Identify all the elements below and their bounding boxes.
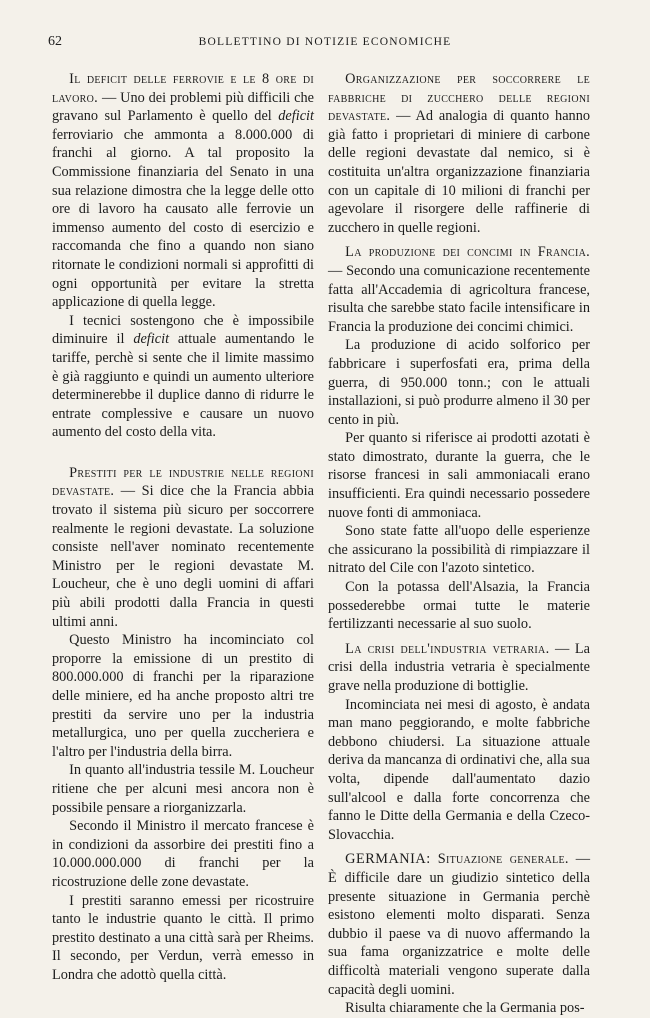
article-prestiti-p5: I prestiti saranno emessi per ricostruire tanto le industrie quanto le città. Il primo prestito destinato a una città sarà per Rheims. Il secondo, per Verdun, verrà emesso in Londra che adottò quella città. (52, 892, 314, 983)
article-germania-country: GERMANIA (345, 851, 427, 868)
article-prestiti-p4: Secondo il Ministro il mercato francese è in condizioni da assorbire dei prestiti fino a 10.000.000.000 di franchi per la ricostruzione delle zone devastate. (52, 818, 314, 890)
article-germania (328, 850, 590, 1017)
article-concimi (328, 243, 590, 633)
article-vetraria-p1 (328, 640, 590, 696)
article-deficit-title: Il deficit delle ferrovie e le 8 ore di lavoro. (52, 71, 314, 106)
emphasis-deficit: deficit (278, 108, 314, 125)
article-deficit-text: I tecnici sostengono che è impossibile diminuire il (52, 312, 314, 348)
article-concimi-p2: La produzione di acido solforico per fabbricare i superfosfati era, prima della guerra, di 950.000 tonn.; con le attuali installazioni, si può produrre almeno il 30 per cento in più. (328, 337, 590, 428)
article-concimi-title: La produzione dei concimi in Francia. (345, 244, 590, 261)
article-germania-text: — È difficile dare un giudizio sintetico della presente situazione in Germania perchè esistono elementi molto disparati. Senza dubbio il paese va di nuovo affermando la sua fama organizzatrice e molte delle difficoltà materiali vengono superate dalla capacità degli uomini. (328, 851, 590, 998)
article-prestiti (52, 464, 314, 985)
article-zucchero (328, 70, 590, 237)
article-vetraria-text: — La crisi della industria vetraria è specialmente grave nella produzione di bottiglie. (328, 640, 590, 694)
article-zucchero-p1 (328, 70, 590, 237)
article-prestiti-text: — Si dice che la Francia abbia trovato il sistema più sicuro per soccorrere realmente le regioni devastate. La soluzione consiste nell'aver nominato recentemente Ministro per le regioni devastate M. Loucheur, che è uno degli uomini di affari più abili prodotti dalla Francia in questi ultimi anni. (52, 483, 314, 630)
article-deficit-text: ferroviario che ammonta a 8.000.000 di franchi al giorno. A tal proposito la Commissione finanziaria del Senato in una sua relazione dimostra che la legge delle otto ore di lavoro ha causato alle ferrovie un immenso aumento del costo di esercizio e raccomanda che fino a quando non siano ritornate le condizioni normali si approfitti di ogni opportunità per evitare la stretta applicazione di quella legge. (52, 126, 314, 311)
page-number: 62 (48, 34, 62, 49)
article-concimi-p4: Sono state fatte all'uopo delle esperienze che assicurano la possibilità di rimpiazzare il nitrato del Cile con l'azoto sintetico. (328, 523, 590, 577)
article-germania-title: : Situazione generale. (426, 851, 569, 868)
article-concimi-p1 (328, 243, 590, 336)
article-prestiti-p3: In quanto all'industria tessile M. Loucheur ritiene che per alcuni mesi ancora non è possibile pensare a riorganizzarla. (52, 762, 314, 816)
article-germania-p1 (328, 850, 590, 999)
article-germania-p2: Risulta chiaramente che la Germania pos- (345, 1000, 585, 1017)
article-prestiti-p1 (52, 464, 314, 631)
article-zucchero-text: — Ad analogia di quanto hanno già fatto i proprietari di miniere di carbone delle regioni devastate dal nemico, si è costituita un'altra organizzazione finanziaria con un capitale di 10 milioni di franchi per agevolare il risorgere delle raffinerie di zucchero in quelle regioni. (328, 108, 590, 236)
right-column (328, 70, 590, 1018)
page-header (48, 34, 602, 54)
article-concimi-p5: Con la potassa dell'Alsazia, la Francia possederebbe ormai tutte le materie fertilizzanti necessarie al suo suolo. (328, 579, 590, 633)
article-vetraria (328, 640, 590, 845)
article-vetraria-title: La crisi dell'industria vetraria. (345, 640, 550, 657)
article-prestiti-p2: Questo Ministro ha incominciato col proporre la emissione di un prestito di 800.000.000 di franchi per la riparazione delle miniere, ed ha anche proposto altri tre prestiti da servire uno per la industria metallurgica, uno per quella zuccheriera e l'altro per l'industria della birra. (52, 632, 314, 760)
article-deficit-p1 (52, 70, 314, 312)
article-vetraria-p2: Incominciata nei mesi di agosto, è andata man mano peggiorando, e molte fabbriche debbono chiudersi. La situazione attuale deriva da mancanza di ordinativi che, alla sua volta, dipende dall'aumentato dazio sull'alcool e dalla forte concorrenza che fanno le Ditte della Germania e della Czeco-Slovacchia. (328, 696, 590, 843)
article-deficit (52, 70, 314, 442)
emphasis-deficit: deficit (133, 331, 170, 348)
article-zucchero-title: Organizzazione per soccorrere le fabbriche di zucchero delle regioni devastate. (328, 71, 590, 125)
left-column (52, 70, 314, 985)
article-deficit-text: — Uno dei problemi più difficili che gravano sul Parlamento è quello del (52, 89, 314, 125)
article-concimi-p3: Per quanto si riferisce ai prodotti azotati è stato dimostrato, durante la guerra, che le risorse francesi in sali ammoniacali erano insufficienti. Era quindi necessario possedere nuove fonti di ammoniaca. (328, 430, 590, 521)
article-deficit-p2 (52, 312, 314, 442)
article-deficit-text: attuale aumentando le tariffe, perchè si sente che il limite massimo è già raggiunto e quindi un aumento ulteriore determinerebbe il duplice danno di ridurre le entrate complessive e causare un nuovo aumento del costo della vita. (52, 331, 314, 441)
article-concimi-text: — Secondo una comunicazione recentemente fatta all'Accademia di agricoltura francese, risulta che sarebbe stato facile intensificare in Francia la produzione dei concimi chimici. (328, 262, 590, 335)
running-title: BOLLETTINO DI NOTIZIE ECONOMICHE (198, 36, 452, 48)
article-prestiti-title: Prestiti per le industrie nelle regioni devastate. (52, 464, 314, 500)
